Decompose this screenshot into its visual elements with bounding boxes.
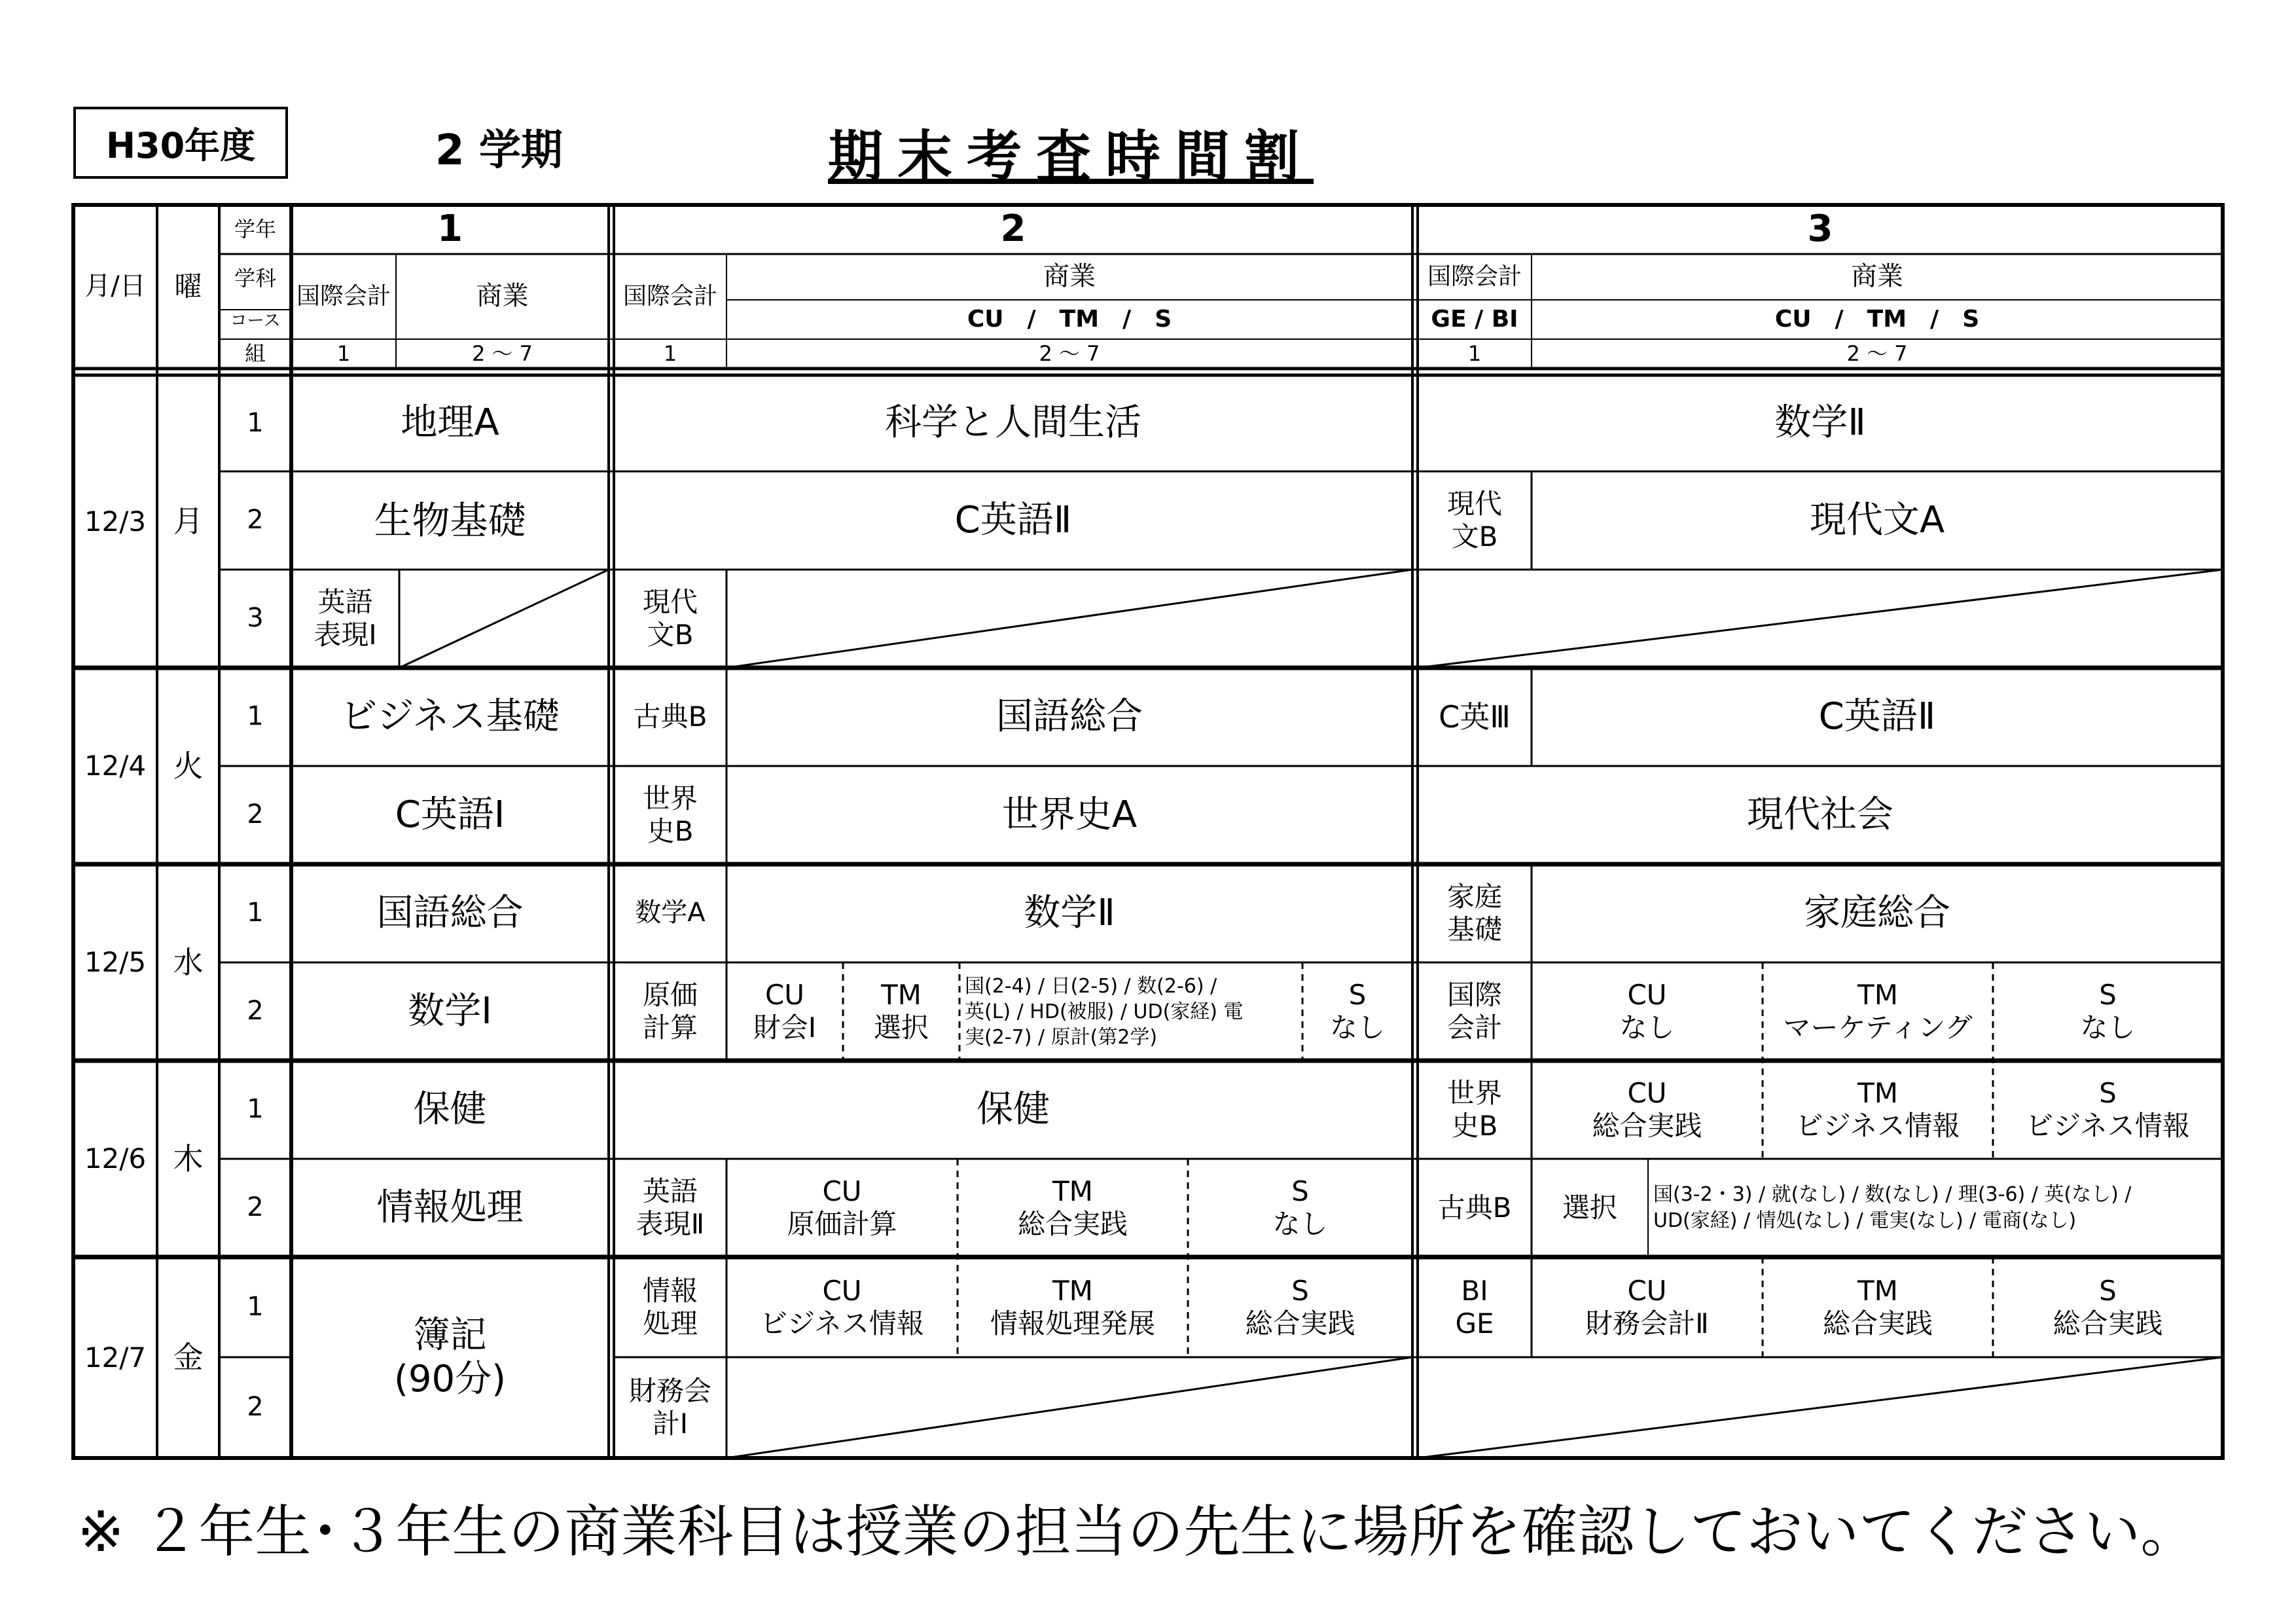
g1-dept-commerce: 商業 xyxy=(476,281,529,312)
exam-cell: CU 原価計算 xyxy=(787,1175,897,1240)
period-number: 2 xyxy=(247,996,264,1027)
period-number: 2 xyxy=(247,799,264,830)
period-number: 1 xyxy=(247,701,264,732)
period-number: 2 xyxy=(247,1192,264,1223)
period-number: 2 xyxy=(247,1392,264,1423)
footnote: ※ ２年生･３年生の商業科目は授業の担当の先生に場所を確認しておいてください。 xyxy=(77,1499,2197,1565)
exam-cell: CU 財務会計Ⅱ xyxy=(1585,1274,1709,1340)
exam-cell: CU 財会Ⅰ xyxy=(753,979,817,1044)
exam-cell: S なし xyxy=(1329,979,1385,1044)
exam-cell: 家庭 基礎 xyxy=(1446,881,1502,945)
g3-course-a: GE / BI xyxy=(1431,305,1518,333)
day-weekday: 金 xyxy=(173,1340,204,1376)
day-date: 12/5 xyxy=(84,946,147,979)
exam-cell: 現代 文B xyxy=(642,586,698,651)
exam-cell: 現代文A xyxy=(1809,498,1945,541)
exam-cell: TM 総合実践 xyxy=(1822,1274,1933,1340)
exam-cell: S なし xyxy=(2080,979,2136,1044)
exam-cell: 科学と人間生活 xyxy=(885,401,1141,445)
header-course-label: コース xyxy=(230,311,281,331)
exam-cell: 家庭総合 xyxy=(1804,891,1950,934)
g2-dept-commerce: 商業 xyxy=(1043,261,1096,292)
g3-class-a: 1 xyxy=(1467,340,1482,366)
exam-cell: C英語Ⅰ xyxy=(395,793,505,836)
exam-cell: TM 選択 xyxy=(873,979,929,1044)
exam-cell: 国語総合 xyxy=(996,695,1143,738)
exam-cell: 数学Ⅱ xyxy=(1024,891,1115,934)
exam-cell: BI GE xyxy=(1455,1274,1494,1340)
g1-class-b: 2 ～ 7 xyxy=(471,340,533,366)
header-class-label: 組 xyxy=(244,340,266,366)
exam-cell: TM ビジネス情報 xyxy=(1795,1077,1960,1142)
exam-cell: 保健 xyxy=(413,1087,487,1131)
exam-cell: 国際 会計 xyxy=(1446,979,1502,1044)
exam-cell: S 総合実践 xyxy=(2053,1274,2163,1340)
exam-cell: S ビジネス情報 xyxy=(2026,1077,2190,1142)
header-date: 月/日 xyxy=(84,271,146,302)
day-weekday: 水 xyxy=(173,944,204,980)
day-weekday: 月 xyxy=(173,503,204,539)
g2-course: CU / TM / S xyxy=(967,305,1172,333)
exam-cell: S なし xyxy=(1272,1175,1328,1240)
elective-note: 国(3-2・3) / 就(なし) / 数(なし) / 理(3-6) / 英(なし) / UD(家経) / 情処(なし) / 電実(なし) / 電商(なし) xyxy=(1653,1182,2132,1232)
exam-cell: 生物基礎 xyxy=(374,498,526,543)
g2-class-b: 2 ～ 7 xyxy=(1039,340,1100,366)
exam-cell: 保健 xyxy=(977,1087,1050,1131)
exam-cell: TM マーケティング xyxy=(1783,979,1973,1044)
elective-note: 国(2-4) / 日(2-5) / 数(2-6) / 英(L) / HD(被服) / UD(家経) 電 実(2-7) / 原計(第2学) xyxy=(965,974,1244,1049)
exam-cell: 英語 表現Ⅰ xyxy=(314,586,377,651)
exam-cell: ビジネス基礎 xyxy=(340,695,560,738)
exam-cell: 財務会 計Ⅰ xyxy=(628,1375,711,1440)
grade-3-header: 3 xyxy=(1807,208,1833,251)
exam-cell: 原価 計算 xyxy=(642,979,698,1044)
exam-cell: 情報処理 xyxy=(376,1186,524,1229)
period-number: 3 xyxy=(247,603,264,634)
exam-cell: 選択 xyxy=(1562,1192,1617,1224)
exam-cell: TM 総合実践 xyxy=(1017,1175,1128,1240)
g3-dept-intl: 国際会計 xyxy=(1427,263,1522,290)
exam-cell: 国語総合 xyxy=(376,891,524,934)
day-date: 12/3 xyxy=(84,505,147,538)
day-date: 12/4 xyxy=(84,750,147,782)
exam-cell: CU なし xyxy=(1619,979,1675,1044)
exam-cell: 古典B xyxy=(633,701,708,733)
day-weekday: 火 xyxy=(173,748,204,784)
period-number: 1 xyxy=(247,407,264,438)
year-label: H30年度 xyxy=(73,107,288,179)
period-number: 1 xyxy=(247,1094,264,1125)
g1-class-a: 1 xyxy=(336,340,351,366)
exam-cell: 世界 史B xyxy=(1446,1077,1502,1142)
g1-dept-intl: 国際会計 xyxy=(296,282,391,310)
exam-cell: 簿記 (90分) xyxy=(394,1314,506,1400)
exam-cell: C英語Ⅱ xyxy=(1818,695,1936,738)
header-day: 曜 xyxy=(174,270,202,303)
header-dept-label: 学科 xyxy=(234,265,276,291)
exam-cell: 現代 文B xyxy=(1446,488,1502,553)
exam-cell: 現代社会 xyxy=(1747,793,1893,836)
exam-cell: 世界 史B xyxy=(642,782,698,847)
day-weekday: 木 xyxy=(173,1140,204,1176)
grade-2-header: 2 xyxy=(1000,208,1026,251)
term-label: 2 学期 xyxy=(435,126,563,175)
period-number: 1 xyxy=(247,898,264,928)
exam-cell: S 総合実践 xyxy=(1245,1274,1355,1340)
exam-cell: 数学Ⅰ xyxy=(408,989,492,1032)
exam-cell: 古典B xyxy=(1437,1192,1512,1224)
period-number: 2 xyxy=(247,505,264,536)
exam-cell: 地理A xyxy=(401,401,499,445)
exam-cell: TM 情報処理発展 xyxy=(990,1274,1155,1340)
day-date: 12/6 xyxy=(84,1142,147,1175)
day-date: 12/7 xyxy=(84,1341,147,1374)
g3-dept-commerce: 商業 xyxy=(1851,261,1903,292)
page-title: 期末考査時間割 xyxy=(828,124,1314,189)
header-grade-label: 学年 xyxy=(234,216,276,242)
exam-cell: 数学A xyxy=(635,898,706,928)
exam-cell: CU 総合実践 xyxy=(1592,1077,1702,1142)
exam-cell: 世界史A xyxy=(1001,793,1138,836)
exam-cell: 数学Ⅱ xyxy=(1774,401,1866,445)
exam-cell: 英語 表現Ⅱ xyxy=(636,1175,705,1240)
g3-course-b: CU / TM / S xyxy=(1774,305,1980,333)
exam-cell: C英語Ⅱ xyxy=(954,498,1072,541)
period-number: 1 xyxy=(247,1291,264,1322)
exam-cell: CU ビジネス情報 xyxy=(760,1274,924,1340)
g3-class-b: 2 ～ 7 xyxy=(1846,340,1908,366)
exam-cell: 情報 処理 xyxy=(642,1274,698,1340)
grade-1-header: 1 xyxy=(437,208,463,251)
g2-dept-intl: 国際会計 xyxy=(622,282,717,310)
exam-cell: C英Ⅲ xyxy=(1439,699,1511,735)
g2-class-a: 1 xyxy=(663,340,677,366)
